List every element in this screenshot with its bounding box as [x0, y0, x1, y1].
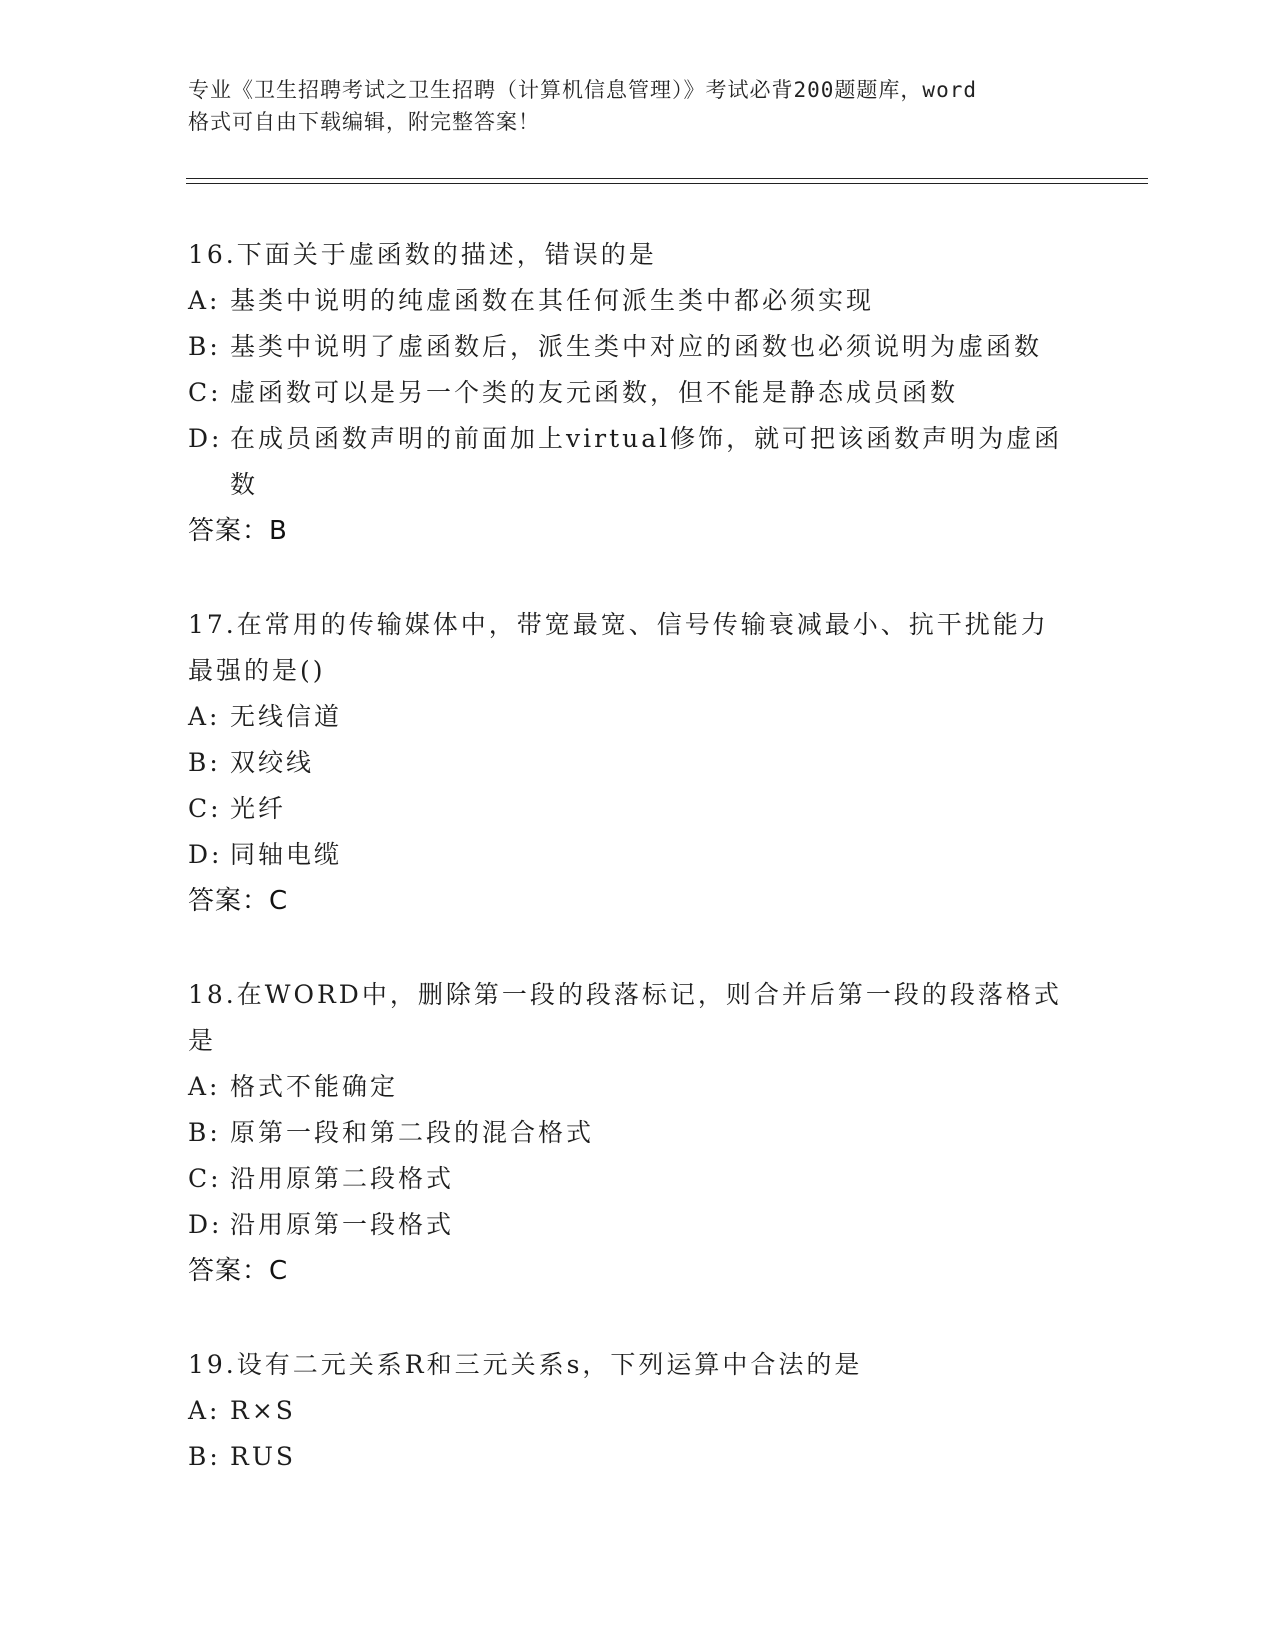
document-header — [188, 74, 1088, 138]
question-stem: 17.在常用的传输媒体中，带宽最宽、信号传输衰减最小、抗干扰能力最强的是() — [188, 610, 1049, 685]
option-key: A: — [188, 1072, 221, 1101]
answer-line: 答案：C — [188, 1256, 289, 1286]
header-divider-bottom — [186, 183, 1148, 184]
option-text: 基类中说明的纯虚函数在其任何派生类中都必须实现 — [230, 286, 875, 315]
question-stem: 16.下面关于虚函数的描述，错误的是 — [188, 240, 657, 269]
option-b — [188, 1434, 1088, 1480]
option-c — [188, 370, 1088, 416]
option-text: 沿用原第二段格式 — [230, 1164, 455, 1193]
option-text: 同轴电缆 — [230, 840, 343, 869]
question-19 — [188, 1342, 1088, 1480]
question-17 — [188, 602, 1088, 924]
option-text: 在成员函数声明的前面加上virtual修饰，就可把该函数声明为虚函数 — [230, 424, 1063, 499]
option-key: C: — [188, 794, 222, 823]
option-key: B: — [188, 748, 221, 777]
option-a — [188, 1388, 1088, 1434]
question-list — [188, 232, 1088, 1528]
option-text: 基类中说明了虚函数后，派生类中对应的函数也必须说明为虚函数 — [230, 332, 1043, 361]
option-text: 沿用原第一段格式 — [230, 1210, 455, 1239]
option-key: A: — [188, 702, 221, 731]
option-text: 原第一段和第二段的混合格式 — [230, 1118, 595, 1147]
option-key: A: — [188, 1396, 221, 1425]
option-d — [188, 832, 1088, 878]
option-key: C: — [188, 1164, 222, 1193]
option-text: R×S — [230, 1396, 296, 1425]
answer-line: 答案：B — [188, 516, 288, 546]
question-stem: 18.在WORD中，删除第一段的段落标记，则合并后第一段的段落格式是 — [188, 980, 1062, 1055]
header-divider-top — [186, 178, 1148, 179]
option-key: A: — [188, 286, 221, 315]
option-d — [188, 1202, 1088, 1248]
option-a — [188, 1064, 1088, 1110]
option-text: 格式不能确定 — [230, 1072, 399, 1101]
option-a — [188, 694, 1088, 740]
option-key: C: — [188, 378, 222, 407]
option-text: 双绞线 — [230, 748, 315, 777]
option-key: B: — [188, 1442, 221, 1471]
option-b — [188, 324, 1088, 370]
option-c — [188, 786, 1088, 832]
option-text: 光纤 — [230, 794, 287, 823]
option-key: D: — [188, 1210, 223, 1239]
option-a — [188, 278, 1088, 324]
header-line-2: 格式可自由下载编辑，附完整答案！ — [188, 110, 540, 134]
option-key: B: — [188, 332, 221, 361]
option-text: 无线信道 — [230, 702, 343, 731]
option-d — [188, 416, 1088, 508]
answer-line: 答案：C — [188, 886, 289, 916]
option-b — [188, 740, 1088, 786]
option-key: B: — [188, 1118, 221, 1147]
option-key: D: — [188, 840, 223, 869]
option-c — [188, 1156, 1088, 1202]
question-16 — [188, 232, 1088, 554]
option-b — [188, 1110, 1088, 1156]
header-line-1: 专业《卫生招聘考试之卫生招聘（计算机信息管理）》考试必背200题题库，word — [188, 78, 977, 102]
option-text: RUS — [230, 1442, 297, 1471]
option-key: D: — [188, 424, 223, 453]
question-stem: 19.设有二元关系R和三元关系s，下列运算中合法的是 — [188, 1350, 863, 1379]
option-text: 虚函数可以是另一个类的友元函数，但不能是静态成员函数 — [230, 378, 959, 407]
question-18 — [188, 972, 1088, 1294]
